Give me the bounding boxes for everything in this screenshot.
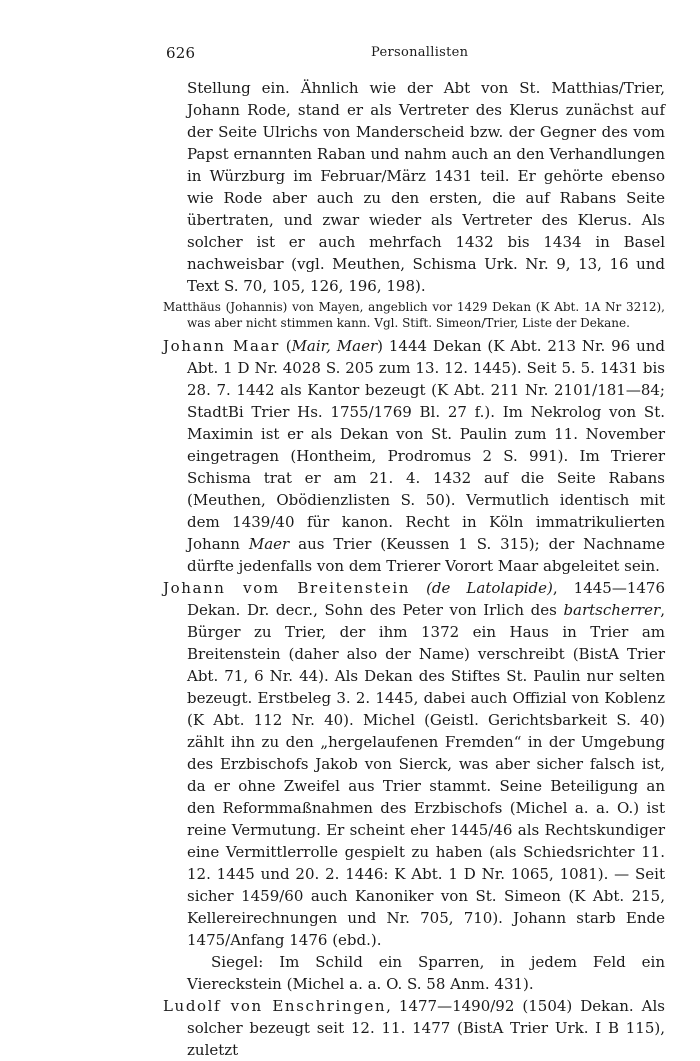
small-print-entry: Matthäus (Johannis) von Mayen, angeblich vor 1429 Dekan (K Abt. 1A Nr 3212), was aber nicht stimmen kann. Vgl. Stift. Simeon/Trier, Liste der Dekane. <box>163 300 665 330</box>
name-variants: (de Latolapide) <box>426 579 553 597</box>
entry-name: Johann vom Breitenstein <box>163 579 411 597</box>
entry-text: , 1445—1476 Dekan. Dr. decr., Sohn des Peter von Irlich des <box>187 579 665 619</box>
entry-text: 1444 Dekan (K Abt. 213 Nr. 96 und Abt. 1 D Nr. 4028 S. 205 zum 13. 12. 1445). Seit 5. 5. 1431 bis 28. 7. 1442 als Kantor bezeugt (K Abt. 211 Nr. 2101/181—84; StadtBi Trier Hs. 1755/1769 Bl. 27 f.). Im Nekrolog von St. Maximin ist er als Dekan von St. Paulin zum 11. November eingetragen (Hontheim, Prodromus 2 S. 991). Im Trierer Schisma trat er am 21. 4. 1432 auf die Seite Rabans (Meuthen, Obödienzlisten S. 50). Vermutlich identisch mit dem 1439/40 für kanon. Recht in Köln immatrikulierten Johann <box>187 337 665 553</box>
entry-johann-breitenstein <box>163 577 665 951</box>
entry-name: Ludolf von Enschringen <box>163 997 387 1015</box>
entry-text-tail: , Bürger zu Trier, der ihm 1372 ein Haus in Trier am Breitenstein (daher also der Name) verschreibt (BistA Trier Abt. 71, 6 Nr. 44). Als Dekan des Stiftes St. Paulin nur selten bezeugt. Erstbeleg 3. 2. 1445, dabei auch Offizial von Koblenz (K Abt. 112 Nr. 40). Michel (Geistl. Gerichtsbarkeit S. 40) zählt ihn zu den „hergelaufenen Fremden“ in der Umgebung des Erzbischofs Jakob von Sierck, was aber sicher falsch ist, da er ohne Zweifel aus Trier stammt. Seine Beteiligung an den Reformmaßnahmen des Erzbischofs (Michel a. a. O.) ist reine Vermutung. Er scheint eher 1445/46 als Rechtskundiger eine Vermittlerrolle gespielt zu haben (als Schiedsrichter 11. 12. 1445 und 20. 2. 1446: K Abt. 1 D Nr. 1065, 1081). — Seit sicher 1459/60 auch Kanoniker von St. Simeon (K Abt. 215, Kellereirechnungen und Nr. 705, 710). Johann starb Ende 1475/Anfang 1476 (ebd.). <box>187 601 665 949</box>
name-variants: Mair, Maer <box>291 337 378 355</box>
entry-name: Johann Maar <box>163 337 280 355</box>
seal-note: Siegel: Im Schild ein Sparren, in jedem Feld ein Viereckstein (Michel a. a. O. S. 58 Anm. 431). <box>187 953 665 993</box>
entry-johann-maar: Johann Maar (Mair, Maer) 1444 Dekan (K Abt. 213 Nr. 96 und Abt. 1 D Nr. 4028 S. 205 zum 13. 12. 1445). Seit 5. 5. 1431 bis 28. 7. 1442 als Kantor bezeugt (K Abt. 211 Nr. 2101/181—84; StadtBi Trier Hs. 1755/1769 Bl. 27 f.). Im Nekrolog von St. Maximin ist er als Dekan von St. Paulin zum 11. November eingetragen (Hontheim, Prodromus 2 S. 991). Im Trierer Schisma trat er am 21. 4. 1432 auf die Seite Rabans (Meuthen, Obödienzlisten S. 50). Vermutlich identisch mit dem 1439/40 für kanon. Recht in Köln immatrikulierten Johann Maer aus Trier (Keussen 1 S. 315); der Nachname dürfte jedenfalls von dem Trierer Vorort Maar abgeleitet sein. <box>163 337 665 575</box>
running-head: Personallisten <box>371 45 469 60</box>
entry-text: , 1477—1490/92 (1504) Dekan. Als solcher bezeugt seit 12. 11. 1477 (BistA Trier Urk. I B 115), zuletzt <box>187 997 665 1059</box>
entry-ludolf-enschringen <box>163 995 665 1061</box>
italic-name: Maer <box>248 535 290 553</box>
italic-term: bartscherrer <box>563 601 661 619</box>
page-number: 626 <box>166 44 196 62</box>
entry-text-tail: aus Trier (Keussen 1 S. 315); der Nachname dürfte jedenfalls von dem Trierer Vorort Maar abgeleitet sein. <box>187 535 665 575</box>
body-text <box>163 77 665 1061</box>
paragraph-continuation: Stellung ein. Ähnlich wie der Abt von St. Matthias/Trier, Johann Rode, stand er als Vertreter des Klerus zunächst auf der Seite Ulrichs von Manderscheid bzw. der Gegner des vom Papst ernannten Raban und nahm auch an den Verhandlungen in Würzburg im Februar/März 1431 teil. Er gehörte ebenso wie Rode aber auch zu den ersten, die auf Rabans Seite übertraten, und zwar wieder als Vertreter des Klerus. Als solcher ist er auch mehrfach 1432 bis 1434 in Basel nachweisbar (vgl. Meuthen, Schisma Urk. Nr. 9, 13, 16 und Text S. 70, 105, 126, 196, 198). <box>187 79 665 295</box>
